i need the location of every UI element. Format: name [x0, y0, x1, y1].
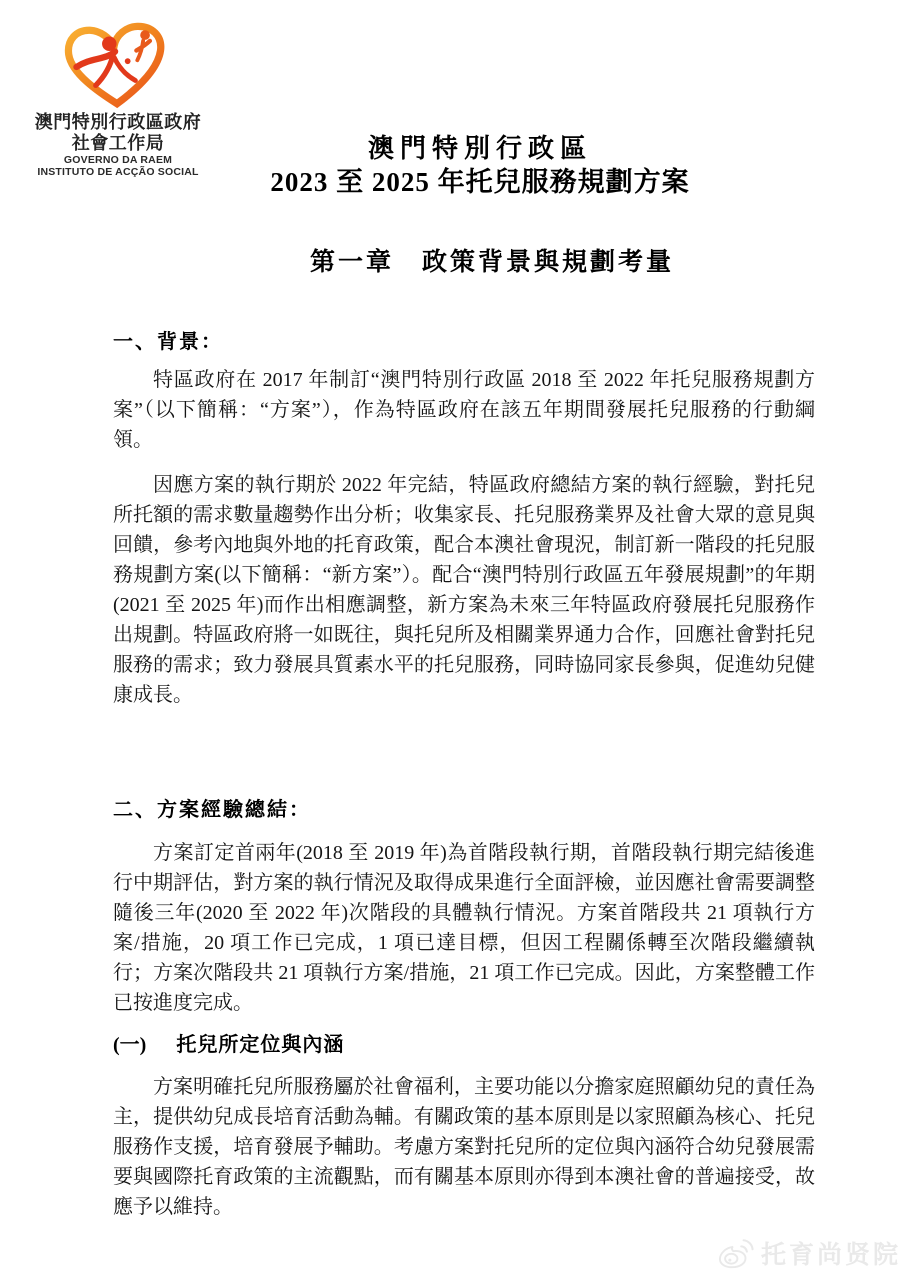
paragraph: 方案明確托兒所服務屬於社會福利，主要功能以分擔家庭照顧幼兒的責任為主，提供幼兒成長培育活動為輔。有關政策的基本原則是以家照顧為核心、托兒服務作支援，培育發展予輔助。考慮方案對托兒所的定位與內涵符合幼兒發展需要與國際托育政策的主流觀點，而有關基本原則亦得到本澳社會的普遍接受，故應予以維持。 — [113, 1076, 815, 1218]
org-name-zh-line2: 社會工作局 — [71, 133, 165, 153]
subsection-title: 托兒所定位與內涵 — [176, 1034, 345, 1056]
section-heading-summary: 二、方案經驗總結： — [113, 799, 311, 821]
document-title-line1: 澳門特別行政區 — [367, 134, 592, 163]
org-name-pt-line1: GOVERNO DA RAEM — [63, 154, 173, 166]
ias-heart-logo-icon — [60, 20, 176, 112]
chapter-heading: 第一章 政策背景與規劃考量 — [309, 249, 674, 276]
document-title — [150, 133, 810, 199]
paragraph: 方案訂定首兩年(2018 至 2019 年)為首階段執行期，首階段執行期完結後進行中期評估，對方案的執行情況及取得成果進行全面評檢，並因應社會需要調整隨後三年(2020 至 2022 年)次階段的具體執行情況。方案首階段共 21 項執行方案/措施，20 項工作已完成，1 項已達目標，但因工程關係轉至次階段繼續執行；方案次階段共 21 項執行方案/措施，21 項工作已完成。因此，方案整體工作已按進度完成。 — [113, 842, 815, 1014]
paragraph: 特區政府在 2017 年制訂“澳門特別行政區 2018 至 2022 年托兒服務規劃方案”（以下簡稱：“方案”），作為特區政府在該五年期間發展托兒服務的行動綱領。 — [113, 369, 815, 451]
subsection-number: (一) — [113, 1034, 147, 1056]
paragraph: 因應方案的執行期於 2022 年完結，特區政府總結方案的執行經驗，對托兒所托額的需求數量趨勢作出分析；收集家長、托兒服務業界及社會大眾的意見與回饋，參考內地與外地的托育政策，配合本澳社會現況，制訂新一階段的托兒服務規劃方案(以下簡稱：“新方案”）。配合“澳門特別行政區五年發展規劃”的年期(2021 至 2025 年)而作出相應調整，新方案為未來三年特區政府發展托兒服務作出規劃。特區政府將一如既往，與托兒所及相關業界通力合作，回應社會對托兒服務的需求；致力發展具質素水平的托兒服務，同時協同家長參與，促進幼兒健康成長。 — [113, 474, 815, 706]
subsection-heading — [113, 1030, 815, 1060]
org-name-zh-line1: 澳門特別行政區政府 — [34, 112, 202, 132]
document-body — [113, 247, 815, 1222]
watermark-text: 托育尚贤院 — [760, 1241, 901, 1269]
watermark — [718, 1235, 901, 1271]
weibo-icon — [718, 1238, 754, 1269]
document-title-line2: 2023 至 2025 年托兒服務規劃方案 — [270, 167, 690, 197]
section-heading-background: 一、背景： — [113, 331, 223, 353]
org-name-pt-line2: INSTITUTO DE ACÇÃO SOCIAL — [37, 166, 199, 178]
